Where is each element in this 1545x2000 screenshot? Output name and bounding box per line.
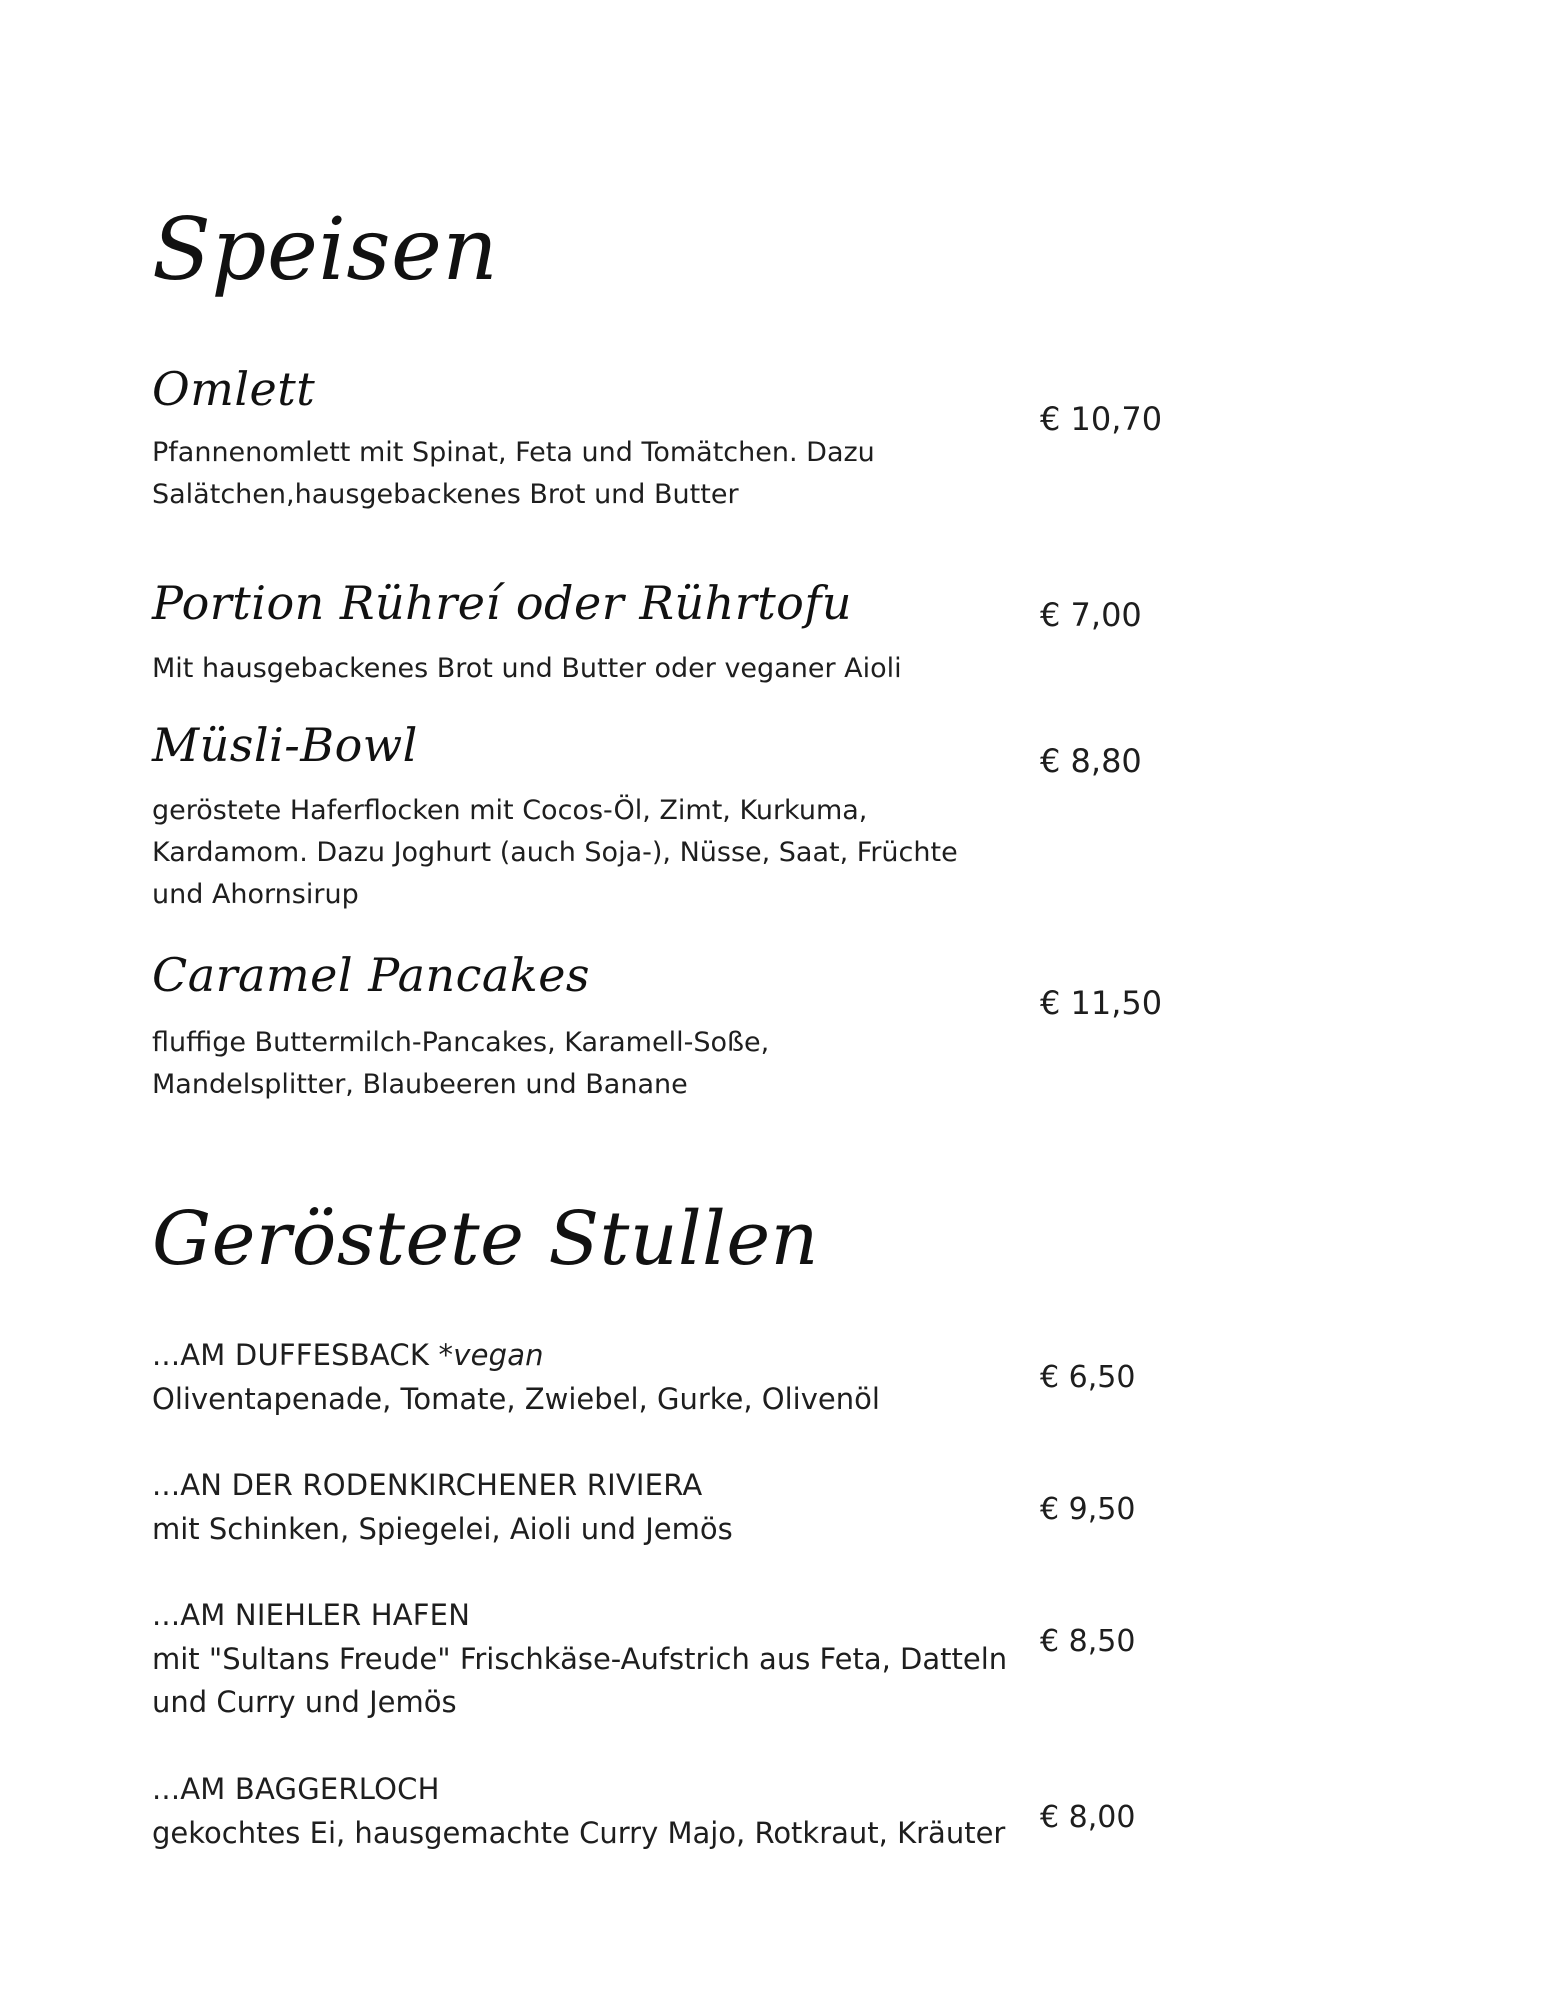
- price-muesli-bowl: € 8,80: [1040, 742, 1142, 780]
- dish-description-omlett: [152, 432, 875, 516]
- description-line: geröstete Haferflocken mit Cocos-Öl, Zimt, Kurkuma,: [152, 795, 868, 826]
- price-omlett: € 10,70: [1040, 400, 1163, 438]
- stulle-name: ...AM DUFFESBACK *: [152, 1338, 454, 1372]
- price-rodenkirchener-riviera: € 9,50: [1040, 1492, 1136, 1527]
- section-title-stullen: Geröstete Stullen: [152, 1196, 819, 1282]
- stulle-description-duffesback: Oliventapenade, Tomate, Zwiebel, Gurke, Olivenöl: [152, 1382, 880, 1416]
- price-niehler-hafen: € 8,50: [1040, 1624, 1136, 1659]
- description-line: Mandelsplitter, Blaubeeren und Banane: [152, 1069, 688, 1100]
- price-duffesback: € 6,50: [1040, 1360, 1136, 1395]
- price-ruehrei: € 7,00: [1040, 596, 1142, 634]
- description-line: Pfannenomlett mit Spinat, Feta und Tomätchen. Dazu: [152, 437, 875, 468]
- stulle-name-baggerloch: ...AM BAGGERLOCH: [152, 1772, 440, 1806]
- description-line: Salätchen,hausgebackenes Brot und Butter: [152, 479, 739, 510]
- description-line: mit "Sultans Freude" Frischkäse-Aufstrich aus Feta, Datteln: [152, 1642, 1008, 1676]
- stulle-name-rodenkirchener-riviera: ...AN DER RODENKIRCHENER RIVIERA: [152, 1468, 703, 1502]
- stulle-description-baggerloch: gekochtes Ei, hausgemachte Curry Majo, Rotkraut, Kräuter: [152, 1816, 1006, 1850]
- dish-name-caramel-pancakes: Caramel Pancakes: [152, 948, 591, 1002]
- dish-description-ruehrei: [152, 648, 902, 690]
- stulle-name-niehler-hafen: ...AM NIEHLER HAFEN: [152, 1598, 471, 1632]
- price-caramel-pancakes: € 11,50: [1040, 984, 1163, 1022]
- dish-description-caramel-pancakes: [152, 1022, 769, 1106]
- stulle-description-niehler-hafen: [152, 1638, 1007, 1724]
- vegan-label: vegan: [453, 1338, 544, 1372]
- description-line: und Curry und Jemös: [152, 1685, 457, 1719]
- dish-name-omlett: Omlett: [152, 362, 316, 416]
- description-line: Mit hausgebackenes Brot und Butter oder veganer Aioli: [152, 653, 902, 684]
- description-line: und Ahornsirup: [152, 879, 359, 910]
- description-line: Kardamom. Dazu Joghurt (auch Soja-), Nüsse, Saat, Früchte: [152, 837, 958, 868]
- price-baggerloch: € 8,00: [1040, 1800, 1136, 1835]
- dish-description-muesli-bowl: [152, 790, 958, 916]
- section-title-speisen: Speisen: [152, 200, 499, 300]
- stulle-name-duffesback: [152, 1338, 544, 1372]
- description-line: fluffige Buttermilch-Pancakes, Karamell-Soße,: [152, 1027, 770, 1058]
- stulle-description-rodenkirchener-riviera: mit Schinken, Spiegelei, Aioli und Jemös: [152, 1512, 733, 1546]
- dish-name-muesli-bowl: Müsli-Bowl: [152, 718, 418, 772]
- dish-name-ruehrei: Portion Rühreí oder Rührtofu: [152, 576, 853, 630]
